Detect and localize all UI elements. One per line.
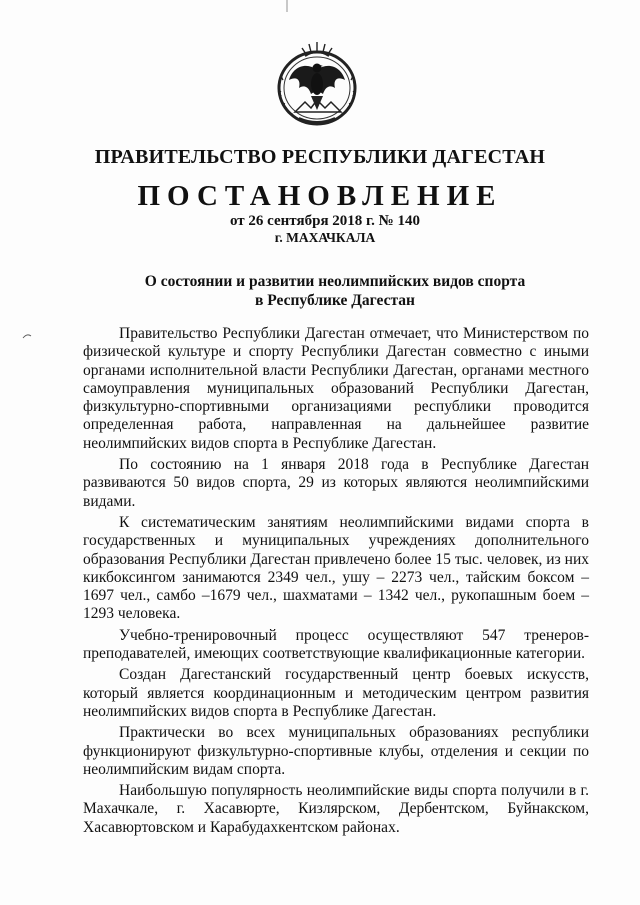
document-body (83, 325, 589, 840)
body-paragraph: Создан Дагестанский государственный центр боевых искусств, который является координационным и методическим центром развития неолимпийских видов спорта в Республике Дагестан. (83, 666, 589, 720)
document-subject (100, 272, 570, 310)
scan-mark (22, 333, 32, 339)
government-title: ПРАВИТЕЛЬСТВО РЕСПУБЛИКИ ДАГЕСТАН (94, 146, 546, 168)
subject-line-2: в Республике Дагестан (255, 292, 415, 309)
coat-of-arms-dagestan-icon (271, 40, 363, 128)
body-paragraph: Наибольшую популярность неолимпийские виды спорта получили в г. Махачкале, г. Хасавюрте, Кизлярском, Дербентском, Буйнакском, Хасавюртовском и Карабудахкентском районах. (83, 782, 589, 836)
body-paragraph: По состоянию на 1 января 2018 года в Республике Дагестан развиваются 50 видов спорта, 29 из которых являются неолимпийскими видами. (83, 456, 589, 510)
body-paragraph: Правительство Республики Дагестан отмечает, что Министерством по физической культуре и спорту Республики Дагестан совместно с иными органами исполнительной власти Республики Дагестан, органами местного самоуправления муниципальных образований Республики Дагестан, физкультурно-спортивными организациями республики проводится определенная работа, направленная на дальнейшее развитие неолимпийских видов спорта в Республике Дагестан. (83, 325, 589, 452)
body-paragraph: К систематическим занятиям неолимпийскими видами спорта в государственных и муниципальных учреждениях дополнительного образования Республики Дагестан привлечено более 15 тыс. человек, из них кикбоксингом занимаются 2349 чел., ушу – 2273 чел., тайским боксом – 1697 чел., самбо –1679 чел., шахматами – 1342 чел., рукопашным боем – 1293 человека. (83, 513, 589, 623)
subject-line-1: О состоянии и развитии неолимпийских видов спорта (144, 273, 526, 290)
body-paragraph: Практически во всех муниципальных образованиях республики функционируют физкультурно-спортивные клубы, отделения и секции по неолимпийским видам спорта. (83, 724, 589, 778)
document-date-number: от 26 сентября 2018 г. № 140 (230, 213, 420, 229)
document-city: г. МАХАЧКАЛА (274, 230, 376, 245)
document-type-title: ПОСТАНОВЛЕНИЕ (137, 180, 503, 212)
scan-mark (284, 0, 290, 14)
body-paragraph: Учебно-тренировочный процесс осуществляют 547 тренеров-преподавателей, имеющих соответствующие квалификационные категории. (83, 626, 589, 663)
